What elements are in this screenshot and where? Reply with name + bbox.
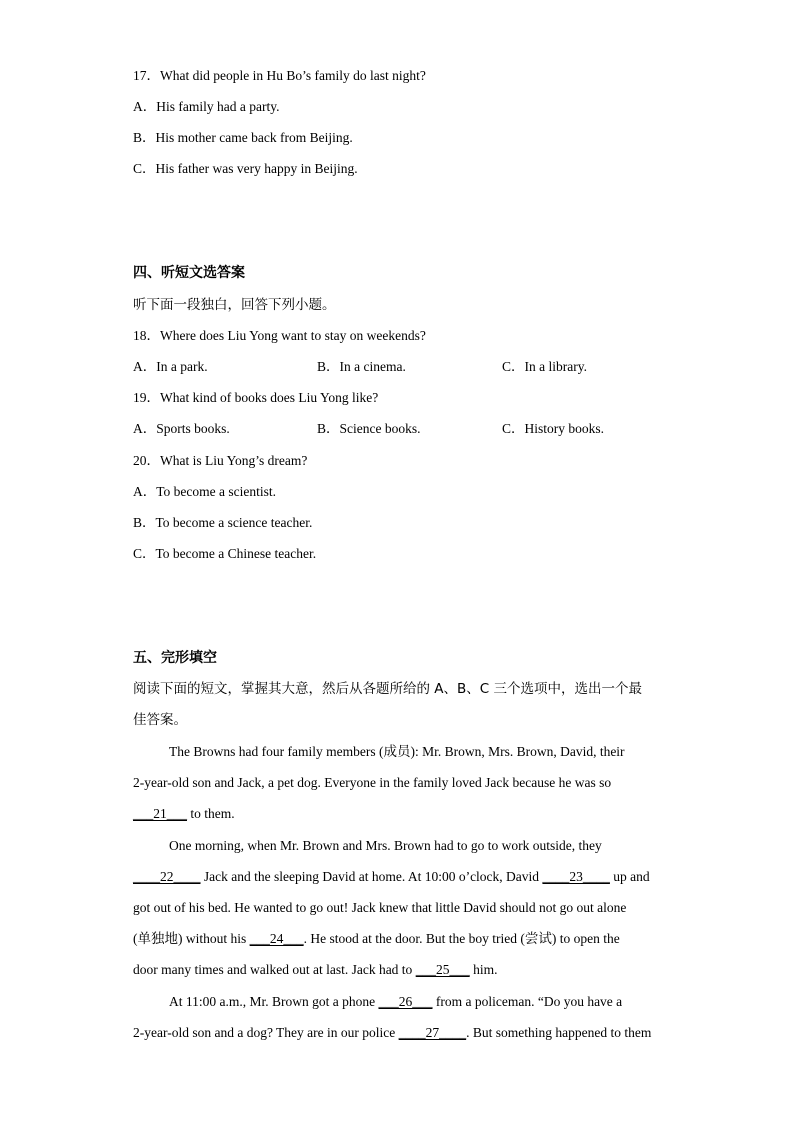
q19-option-a: A．Sports books. <box>133 421 230 436</box>
q19-option-b: B．Science books. <box>317 421 421 436</box>
passage-text: to them. <box>187 806 235 821</box>
passage-p2-line2 <box>133 868 650 886</box>
blank-26: ___26___ <box>378 994 433 1009</box>
passage-p1-line2: 2-year-old son and Jack, a pet dog. Everyone in the family loved Jack because he was so <box>133 775 612 790</box>
blank-21: ___21___ <box>133 806 187 821</box>
q17-option-a: A．His family had a party. <box>133 99 280 114</box>
q19-question: 19．What kind of books does Liu Yong like? <box>133 390 379 405</box>
passage-p3-line2 <box>133 1024 651 1042</box>
q19-option-c: C．History books. <box>502 421 605 436</box>
passage-text: . But something happened to them <box>466 1025 652 1040</box>
passage-p2-line1: One morning, when Mr. Brown and Mrs. Brown had to go to work outside, they <box>169 838 602 853</box>
q17-option-c: C．His father was very happy in Beijing. <box>133 161 358 176</box>
blank-27: ____27____ <box>398 1025 467 1040</box>
q18-option-a: A．In a park. <box>133 359 208 374</box>
passage-p3-line1 <box>169 993 622 1011</box>
passage-text: up and <box>609 869 650 884</box>
passage-text: from a policeman. “Do you have a <box>432 994 623 1009</box>
passage-p2-line5 <box>133 961 497 979</box>
passage-p1-line3 <box>133 805 235 823</box>
passage-text: . He stood at the door. But the boy tried (尝试) to open the <box>303 931 620 946</box>
section5-heading: 五、完形填空 <box>133 650 217 666</box>
q20-option-b: B．To become a science teacher. <box>133 515 313 530</box>
section4-instruction: 听下面一段独白，回答下列小题。 <box>133 297 336 313</box>
blank-25: ___25___ <box>415 962 470 977</box>
passage-text: 2-year-old son and a dog? They are in our police <box>133 1025 399 1040</box>
q20-option-a: A．To become a scientist. <box>133 484 277 499</box>
q20-option-c: C．To become a Chinese teacher. <box>133 546 317 561</box>
q20-question: 20．What is Liu Yong’s dream? <box>133 453 308 468</box>
section5-instruction-line2: 佳答案。 <box>133 712 187 728</box>
q17-question: 17．What did people in Hu Bo’s family do last night? <box>133 68 426 83</box>
passage-text: (单独地) without his <box>133 931 250 946</box>
blank-24: ___24___ <box>249 931 304 946</box>
passage-text: Jack and the sleeping David at home. At 10:00 o’clock, David <box>200 869 543 884</box>
passage-text: door many times and walked out at last. Jack had to <box>133 962 416 977</box>
passage-p1-line1: The Browns had four family members (成员): Mr. Brown, Mrs. Brown, David, their <box>169 744 625 759</box>
q18-option-c: C．In a library. <box>502 359 587 374</box>
blank-22: ____22____ <box>133 869 201 884</box>
passage-p2-line4 <box>133 930 620 948</box>
blank-23: ____23____ <box>542 869 610 884</box>
section5-instruction-line1: 阅读下面的短文，掌握其大意，然后从各题所给的 A、B、C 三个选项中，选出一个最 <box>133 681 643 697</box>
passage-p2-line3: got out of his bed. He wanted to go out! Jack knew that little David should not go out alone <box>133 900 627 915</box>
q17-option-b: B．His mother came back from Beijing. <box>133 130 353 145</box>
section4-heading: 四、听短文选答案 <box>133 265 245 281</box>
passage-text: At 11:00 a.m., Mr. Brown got a phone <box>169 994 379 1009</box>
passage-text: him. <box>469 962 498 977</box>
q18-question: 18．Where does Liu Yong want to stay on weekends? <box>133 328 426 343</box>
q18-option-b: B．In a cinema. <box>317 359 406 374</box>
